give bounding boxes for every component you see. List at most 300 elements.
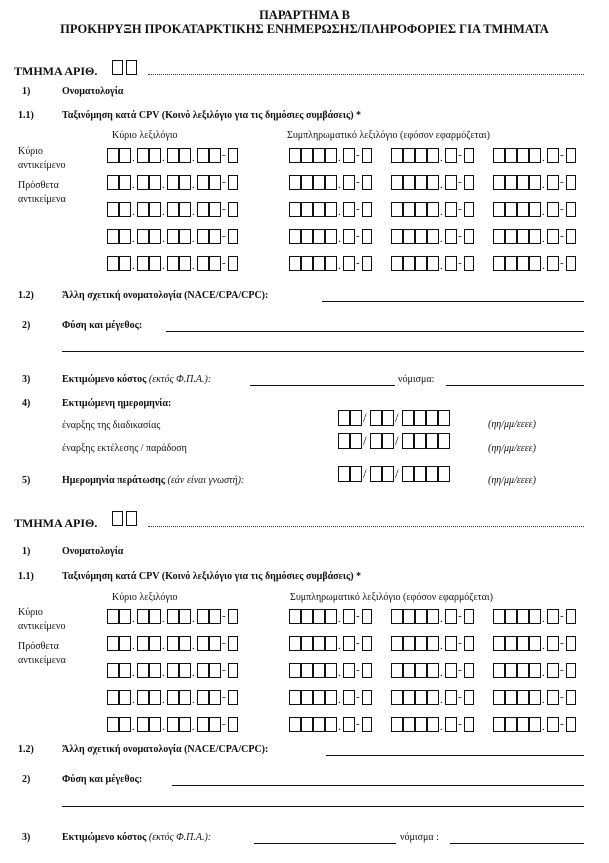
supp-code-box[interactable] [403,256,415,271]
supp-check-box[interactable] [566,229,576,244]
supp-code-box[interactable] [391,690,403,705]
supp-code-box[interactable] [505,609,517,624]
cpv-digit-box[interactable] [179,256,191,271]
date-digit-box[interactable] [414,410,426,426]
cpv-digit-box[interactable] [167,636,179,651]
cpv-digit-box[interactable] [167,148,179,163]
supp-code-box[interactable] [301,202,313,217]
date-digit-box[interactable] [382,433,394,449]
cpv-digit-box[interactable] [179,690,191,705]
supp-code-box[interactable] [493,202,505,217]
supp-code-box[interactable] [289,663,301,678]
cpv-digit-box[interactable] [179,229,191,244]
supp-code-box[interactable] [505,717,517,732]
supp-code-box[interactable] [517,256,529,271]
supp-code-box[interactable] [517,663,529,678]
cpv-digit-box[interactable] [107,148,119,163]
supp-code-box[interactable] [289,229,301,244]
date-digit-box[interactable] [402,433,414,449]
cpv-digit-box[interactable] [149,717,161,732]
supp-code-box[interactable] [313,256,325,271]
supp-code-box[interactable] [301,229,313,244]
supp-check-box[interactable] [362,256,372,271]
cpv-digit-box[interactable] [149,229,161,244]
cpv-digit-box[interactable] [209,256,221,271]
lot-number-box[interactable] [126,511,137,526]
supp-code-box[interactable] [289,690,301,705]
nature-quantity-field[interactable] [166,331,584,332]
supp-code-box[interactable] [301,256,313,271]
supp-check-box[interactable] [566,256,576,271]
supp-code-box[interactable] [427,256,439,271]
date-digit-box[interactable] [338,410,350,426]
cpv-digit-box[interactable] [137,256,149,271]
cpv-digit-box[interactable] [107,256,119,271]
cpv-digit-box[interactable] [209,609,221,624]
cpv-digit-box[interactable] [179,175,191,190]
supp-code-box[interactable] [529,663,541,678]
supp-code-box[interactable] [505,175,517,190]
cpv-digit-box[interactable] [209,690,221,705]
supp-check-box[interactable] [362,175,372,190]
supp-code-box[interactable] [313,663,325,678]
supp-check-box[interactable] [362,609,372,624]
supp-code-box[interactable] [313,717,325,732]
supp-check-box[interactable] [464,202,474,217]
supp-code-box[interactable] [493,663,505,678]
cpv-digit-box[interactable] [197,256,209,271]
cpv-digit-box[interactable] [167,202,179,217]
supp-code-box[interactable] [403,690,415,705]
supp-code-box[interactable] [391,609,403,624]
supp-code-box[interactable] [403,148,415,163]
supp-check-box[interactable] [362,717,372,732]
supp-code-box[interactable] [529,690,541,705]
supp-code-box[interactable] [301,690,313,705]
cpv-digit-box[interactable] [119,175,131,190]
supp-code-box[interactable] [391,256,403,271]
supp-code-box[interactable] [427,148,439,163]
supp-code-box[interactable] [343,690,355,705]
cpv-digit-box[interactable] [167,256,179,271]
supp-code-box[interactable] [403,175,415,190]
supp-code-box[interactable] [391,229,403,244]
cpv-digit-box[interactable] [149,690,161,705]
supp-code-box[interactable] [325,256,337,271]
cpv-check-box[interactable] [228,690,238,705]
supp-code-box[interactable] [517,636,529,651]
supp-code-box[interactable] [529,148,541,163]
supp-code-box[interactable] [547,202,559,217]
cpv-digit-box[interactable] [107,609,119,624]
supp-code-box[interactable] [313,636,325,651]
supp-code-box[interactable] [547,717,559,732]
cpv-digit-box[interactable] [149,636,161,651]
cpv-digit-box[interactable] [119,690,131,705]
cpv-digit-box[interactable] [167,663,179,678]
supp-code-box[interactable] [343,636,355,651]
cpv-digit-box[interactable] [167,690,179,705]
supp-code-box[interactable] [547,148,559,163]
date-digit-box[interactable] [426,410,438,426]
supp-check-box[interactable] [566,717,576,732]
supp-code-box[interactable] [403,636,415,651]
supp-code-box[interactable] [529,256,541,271]
supp-code-box[interactable] [493,690,505,705]
supp-code-box[interactable] [325,609,337,624]
cpv-digit-box[interactable] [197,202,209,217]
cpv-digit-box[interactable] [197,663,209,678]
supp-code-box[interactable] [289,717,301,732]
supp-code-box[interactable] [301,175,313,190]
supp-code-box[interactable] [415,175,427,190]
cpv-digit-box[interactable] [137,663,149,678]
cpv-digit-box[interactable] [119,663,131,678]
supp-code-box[interactable] [517,717,529,732]
supp-code-box[interactable] [445,202,457,217]
supp-code-box[interactable] [313,148,325,163]
supp-code-box[interactable] [289,636,301,651]
supp-code-box[interactable] [415,148,427,163]
date-digit-box[interactable] [438,433,450,449]
supp-code-box[interactable] [517,175,529,190]
supp-code-box[interactable] [547,609,559,624]
supp-code-box[interactable] [547,175,559,190]
supp-code-box[interactable] [301,717,313,732]
supp-code-box[interactable] [343,256,355,271]
date-digit-box[interactable] [438,410,450,426]
supp-code-box[interactable] [301,609,313,624]
date-digit-box[interactable] [414,433,426,449]
supp-code-box[interactable] [445,663,457,678]
supp-code-box[interactable] [325,148,337,163]
cpv-digit-box[interactable] [167,175,179,190]
supp-check-box[interactable] [566,663,576,678]
cpv-check-box[interactable] [228,229,238,244]
supp-code-box[interactable] [493,175,505,190]
supp-code-box[interactable] [529,202,541,217]
supp-code-box[interactable] [427,202,439,217]
supp-code-box[interactable] [517,690,529,705]
supp-check-box[interactable] [566,636,576,651]
supp-code-box[interactable] [313,609,325,624]
cpv-check-box[interactable] [228,717,238,732]
supp-code-box[interactable] [427,609,439,624]
supp-code-box[interactable] [445,256,457,271]
supp-code-box[interactable] [391,175,403,190]
supp-code-box[interactable] [391,717,403,732]
supp-code-box[interactable] [343,175,355,190]
supp-code-box[interactable] [547,256,559,271]
supp-check-box[interactable] [464,256,474,271]
supp-check-box[interactable] [464,663,474,678]
cpv-digit-box[interactable] [179,202,191,217]
supp-code-box[interactable] [313,175,325,190]
supp-check-box[interactable] [464,229,474,244]
cpv-digit-box[interactable] [107,202,119,217]
other-nomenclature-field[interactable] [322,301,584,302]
estimated-cost-field[interactable] [254,843,396,844]
supp-code-box[interactable] [529,636,541,651]
date-digit-box[interactable] [382,410,394,426]
supp-check-box[interactable] [464,609,474,624]
nature-quantity-field-line2[interactable] [62,351,584,352]
supp-code-box[interactable] [547,663,559,678]
supp-code-box[interactable] [403,663,415,678]
cpv-digit-box[interactable] [209,229,221,244]
cpv-digit-box[interactable] [149,256,161,271]
supp-code-box[interactable] [445,148,457,163]
cpv-digit-box[interactable] [119,609,131,624]
supp-code-box[interactable] [325,690,337,705]
supp-code-box[interactable] [493,717,505,732]
supp-code-box[interactable] [325,229,337,244]
supp-code-box[interactable] [415,609,427,624]
cpv-check-box[interactable] [228,256,238,271]
cpv-digit-box[interactable] [149,175,161,190]
supp-code-box[interactable] [301,663,313,678]
cpv-digit-box[interactable] [179,609,191,624]
cpv-check-box[interactable] [228,148,238,163]
cpv-digit-box[interactable] [119,148,131,163]
supp-code-box[interactable] [343,148,355,163]
cpv-digit-box[interactable] [149,663,161,678]
supp-code-box[interactable] [313,202,325,217]
other-nomenclature-field[interactable] [326,755,584,756]
supp-code-box[interactable] [289,202,301,217]
supp-code-box[interactable] [325,175,337,190]
supp-code-box[interactable] [493,229,505,244]
supp-code-box[interactable] [493,256,505,271]
date-digit-box[interactable] [414,466,426,482]
supp-check-box[interactable] [464,175,474,190]
supp-code-box[interactable] [391,202,403,217]
cpv-digit-box[interactable] [107,663,119,678]
cpv-digit-box[interactable] [107,717,119,732]
cpv-digit-box[interactable] [137,148,149,163]
supp-code-box[interactable] [415,229,427,244]
supp-code-box[interactable] [403,717,415,732]
lot-number-box[interactable] [112,511,123,526]
supp-code-box[interactable] [325,663,337,678]
date-digit-box[interactable] [350,410,362,426]
cpv-digit-box[interactable] [119,717,131,732]
supp-code-box[interactable] [529,175,541,190]
supp-code-box[interactable] [505,636,517,651]
cpv-digit-box[interactable] [167,609,179,624]
cpv-check-box[interactable] [228,663,238,678]
cpv-digit-box[interactable] [137,690,149,705]
supp-code-box[interactable] [547,229,559,244]
cpv-digit-box[interactable] [197,636,209,651]
supp-code-box[interactable] [445,690,457,705]
supp-code-box[interactable] [517,148,529,163]
date-digit-box[interactable] [426,466,438,482]
supp-code-box[interactable] [301,148,313,163]
supp-code-box[interactable] [289,148,301,163]
supp-check-box[interactable] [566,202,576,217]
supp-code-box[interactable] [445,609,457,624]
date-digit-box[interactable] [438,466,450,482]
supp-code-box[interactable] [505,202,517,217]
date-digit-box[interactable] [338,433,350,449]
cpv-digit-box[interactable] [149,148,161,163]
cpv-digit-box[interactable] [209,202,221,217]
date-digit-box[interactable] [370,466,382,482]
supp-code-box[interactable] [403,202,415,217]
supp-code-box[interactable] [325,636,337,651]
cpv-digit-box[interactable] [149,609,161,624]
lot-number-box[interactable] [126,60,137,75]
cpv-digit-box[interactable] [197,717,209,732]
date-digit-box[interactable] [370,410,382,426]
supp-code-box[interactable] [343,717,355,732]
supp-code-box[interactable] [505,690,517,705]
supp-code-box[interactable] [427,175,439,190]
supp-code-box[interactable] [505,148,517,163]
date-digit-box[interactable] [402,410,414,426]
supp-code-box[interactable] [415,717,427,732]
currency-field[interactable] [450,843,584,844]
cpv-digit-box[interactable] [119,256,131,271]
date-digit-box[interactable] [402,466,414,482]
supp-check-box[interactable] [464,636,474,651]
supp-code-box[interactable] [505,256,517,271]
supp-check-box[interactable] [464,148,474,163]
cpv-digit-box[interactable] [209,636,221,651]
supp-code-box[interactable] [415,256,427,271]
supp-check-box[interactable] [362,148,372,163]
supp-code-box[interactable] [493,636,505,651]
supp-code-box[interactable] [427,229,439,244]
supp-code-box[interactable] [529,609,541,624]
supp-check-box[interactable] [566,609,576,624]
cpv-digit-box[interactable] [179,636,191,651]
nature-quantity-field-line2[interactable] [62,806,584,807]
cpv-check-box[interactable] [228,609,238,624]
supp-code-box[interactable] [415,690,427,705]
supp-code-box[interactable] [445,636,457,651]
cpv-digit-box[interactable] [197,229,209,244]
cpv-check-box[interactable] [228,636,238,651]
date-digit-box[interactable] [350,466,362,482]
supp-code-box[interactable] [427,663,439,678]
cpv-digit-box[interactable] [137,636,149,651]
supp-code-box[interactable] [391,148,403,163]
supp-code-box[interactable] [427,636,439,651]
supp-code-box[interactable] [529,717,541,732]
supp-code-box[interactable] [529,229,541,244]
cpv-check-box[interactable] [228,175,238,190]
cpv-digit-box[interactable] [167,229,179,244]
supp-code-box[interactable] [343,229,355,244]
cpv-digit-box[interactable] [179,717,191,732]
supp-code-box[interactable] [505,229,517,244]
cpv-digit-box[interactable] [197,690,209,705]
cpv-digit-box[interactable] [107,229,119,244]
cpv-digit-box[interactable] [209,663,221,678]
supp-code-box[interactable] [343,663,355,678]
supp-check-box[interactable] [566,175,576,190]
supp-code-box[interactable] [505,663,517,678]
cpv-check-box[interactable] [228,202,238,217]
supp-code-box[interactable] [313,690,325,705]
cpv-digit-box[interactable] [107,175,119,190]
supp-code-box[interactable] [325,717,337,732]
supp-check-box[interactable] [362,690,372,705]
cpv-digit-box[interactable] [179,663,191,678]
currency-field[interactable] [446,385,584,386]
supp-code-box[interactable] [403,229,415,244]
cpv-digit-box[interactable] [119,636,131,651]
cpv-digit-box[interactable] [197,175,209,190]
cpv-digit-box[interactable] [137,609,149,624]
cpv-digit-box[interactable] [209,717,221,732]
supp-code-box[interactable] [547,636,559,651]
supp-code-box[interactable] [325,202,337,217]
supp-check-box[interactable] [566,148,576,163]
supp-code-box[interactable] [547,690,559,705]
supp-code-box[interactable] [517,202,529,217]
cpv-digit-box[interactable] [107,690,119,705]
cpv-digit-box[interactable] [119,202,131,217]
date-digit-box[interactable] [382,466,394,482]
lot-number-box[interactable] [112,60,123,75]
supp-check-box[interactable] [566,690,576,705]
date-digit-box[interactable] [338,466,350,482]
cpv-digit-box[interactable] [149,202,161,217]
cpv-digit-box[interactable] [209,175,221,190]
cpv-digit-box[interactable] [137,229,149,244]
supp-code-box[interactable] [517,229,529,244]
supp-code-box[interactable] [403,609,415,624]
supp-check-box[interactable] [464,690,474,705]
supp-check-box[interactable] [362,636,372,651]
supp-code-box[interactable] [517,609,529,624]
supp-code-box[interactable] [391,663,403,678]
cpv-digit-box[interactable] [107,636,119,651]
cpv-digit-box[interactable] [119,229,131,244]
supp-code-box[interactable] [415,202,427,217]
cpv-digit-box[interactable] [137,717,149,732]
nature-quantity-field[interactable] [172,785,584,786]
supp-check-box[interactable] [362,663,372,678]
estimated-cost-field[interactable] [250,385,395,386]
supp-code-box[interactable] [289,609,301,624]
supp-code-box[interactable] [427,690,439,705]
cpv-digit-box[interactable] [197,148,209,163]
supp-check-box[interactable] [464,717,474,732]
cpv-digit-box[interactable] [197,609,209,624]
cpv-digit-box[interactable] [209,148,221,163]
supp-code-box[interactable] [445,175,457,190]
supp-code-box[interactable] [343,609,355,624]
supp-code-box[interactable] [289,256,301,271]
supp-code-box[interactable] [445,229,457,244]
date-digit-box[interactable] [426,433,438,449]
date-digit-box[interactable] [370,433,382,449]
supp-code-box[interactable] [391,636,403,651]
supp-code-box[interactable] [493,148,505,163]
cpv-digit-box[interactable] [137,175,149,190]
supp-code-box[interactable] [301,636,313,651]
supp-check-box[interactable] [362,229,372,244]
supp-code-box[interactable] [415,663,427,678]
date-digit-box[interactable] [350,433,362,449]
supp-code-box[interactable] [493,609,505,624]
cpv-digit-box[interactable] [179,148,191,163]
supp-code-box[interactable] [343,202,355,217]
